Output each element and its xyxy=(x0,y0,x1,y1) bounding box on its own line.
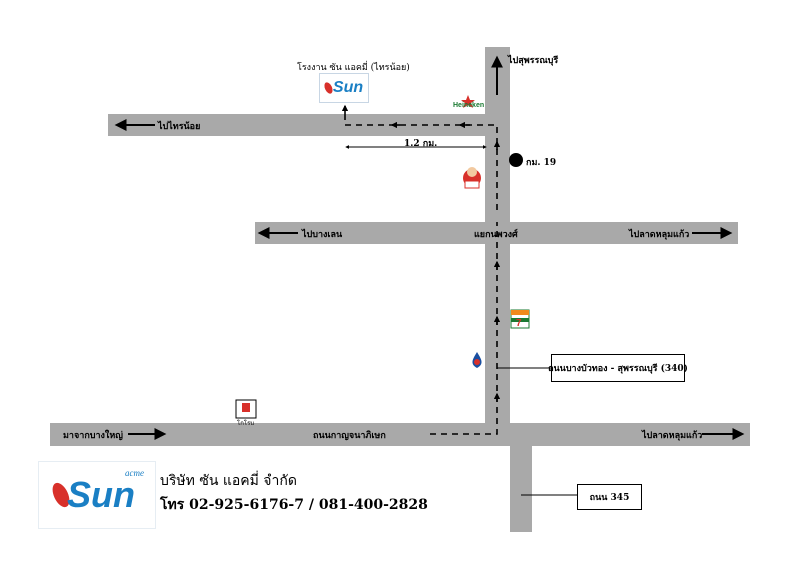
svg-text:7: 7 xyxy=(516,318,522,329)
label-to-lat-lum-kaeo-mid: ไปลาดหลุมแก้ว xyxy=(629,230,690,240)
restaurant-icon xyxy=(463,167,481,188)
label-to-suphanburi: ไปสุพรรณบุรี xyxy=(508,56,559,66)
heineken-label: Heineken xyxy=(453,102,485,109)
label-to-lat-lum-kaeo-bottom: ไปลาดหลุมแก้ว xyxy=(642,431,703,441)
seven-eleven-icon xyxy=(511,310,529,329)
company-logo xyxy=(38,461,156,529)
factory-label: โรงงาน ซัน แอคมี่ (ไทรน้อย) xyxy=(297,63,410,73)
gas-station-icon xyxy=(472,352,481,368)
factory-logo-word: Sun xyxy=(332,79,364,96)
label-kanchanaphisek: ถนนกาญจนาภิเษก xyxy=(313,431,386,441)
dashed-route xyxy=(345,110,497,434)
label-to-sainoi: ไปไทรน้อย xyxy=(158,122,201,132)
label-shop: โกโรบ xyxy=(237,420,255,427)
label-to-banglen: ไปบางเลน xyxy=(302,230,343,240)
shop-icon xyxy=(236,400,256,418)
factory-logo xyxy=(319,73,369,103)
company-name: บริษัท ซัน แอคมี่ จำกัด xyxy=(160,473,297,489)
km19-dot xyxy=(509,153,523,167)
label-distance: 1.2 กม. xyxy=(404,139,438,149)
road-340-label: ถนนบางบัวทอง - สุพรรณบุรี (340) xyxy=(551,354,685,382)
label-km19: กม. 19 xyxy=(526,158,557,168)
company-logo-small: acme xyxy=(125,468,144,478)
company-phone: โทร 02-925-6176-7 / 081-400-2828 xyxy=(160,497,428,513)
label-from-bangyai: มาจากบางใหญ่ xyxy=(63,431,123,441)
label-junction: แยกนพวงศ์ xyxy=(474,230,518,240)
company-logo-word: Sun xyxy=(67,474,135,515)
road-345-label: ถนน 345 xyxy=(577,484,642,510)
